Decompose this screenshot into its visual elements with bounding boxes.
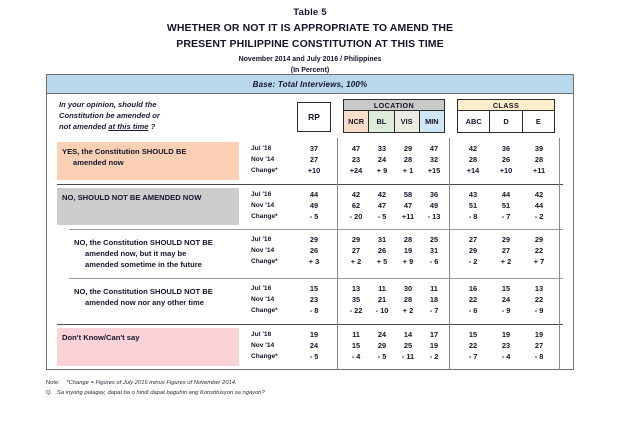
value-column-vis: [395, 329, 421, 362]
data-cell: 29: [501, 235, 511, 244]
data-cell: 19: [403, 246, 413, 255]
data-cell: - 2: [429, 352, 439, 361]
value-column-ncr: [343, 189, 369, 222]
data-cell: 19: [501, 330, 511, 339]
column-header-vis: VIS: [395, 111, 420, 132]
column-header-ncr: NCR: [344, 111, 369, 132]
data-cell: 37: [309, 144, 319, 153]
question-line-2: Constitution be amended or: [59, 111, 160, 121]
value-column-vis: [395, 143, 421, 176]
data-cell: 11: [352, 330, 360, 339]
value-column-rp: [295, 234, 333, 267]
data-cell: 44: [534, 201, 544, 210]
table-row: [47, 229, 573, 278]
data-cell: + 9: [376, 166, 388, 175]
base-bar: Base: Total Interviews, 100%: [47, 75, 573, 94]
data-cell: 44: [501, 190, 511, 199]
row-label-line-1: NO, the Constitution SHOULD NOT BE: [74, 287, 213, 296]
column-header-rp: RP: [297, 102, 331, 132]
period-label: Nov '14: [251, 156, 275, 163]
data-cell: 13: [534, 284, 544, 293]
value-column-ncr: [343, 329, 369, 362]
footer-notes: [46, 378, 586, 398]
data-cell: 49: [429, 201, 439, 210]
row-label-line-1: NO, SHOULD NOT BE AMENDED NOW: [62, 193, 202, 202]
question-line-1: In your opinion, should the: [59, 100, 157, 109]
data-cell: - 5: [309, 352, 319, 361]
table-row: [47, 138, 573, 184]
data-cell: - 9: [534, 306, 544, 315]
data-cell: 18: [429, 295, 439, 304]
data-cell: 28: [468, 155, 478, 164]
table-row: [47, 324, 573, 370]
value-column-e: [523, 189, 555, 222]
data-cell: 24: [377, 155, 387, 164]
period-label: Jul '16: [251, 145, 272, 152]
column-headers-location: [344, 111, 444, 132]
table-title-line-1: WHETHER OR NOT IT IS APPROPRIATE TO AMEND THE: [166, 22, 454, 34]
data-cell: - 13: [427, 212, 441, 221]
data-cell: + 3: [308, 257, 320, 266]
row-label: [57, 188, 239, 225]
data-cell: 24: [501, 295, 511, 304]
data-cell: 47: [351, 144, 361, 153]
value-column-min: [421, 189, 447, 222]
footer-note-text: *Change = Figures of July 2016 minus Figures of November 2014.: [66, 380, 237, 386]
data-cell: 42: [534, 190, 544, 199]
data-cell: - 20: [349, 212, 363, 221]
data-cell: 16: [468, 284, 478, 293]
value-column-rp: [295, 283, 333, 316]
data-cell: + 9: [402, 257, 414, 266]
question-line-3-b: ?: [148, 122, 156, 132]
row-label: [69, 233, 239, 274]
data-cell: 27: [351, 246, 361, 255]
data-cell: 47: [429, 144, 439, 153]
data-cell: 51: [501, 201, 511, 210]
value-column-vis: [395, 189, 421, 222]
value-column-e: [523, 329, 555, 362]
value-column-min: [421, 283, 447, 316]
title-block: [0, 0, 620, 76]
table-subtitle: November 2014 and July 2016 / Philippines: [238, 56, 382, 63]
data-cell: 27: [309, 155, 319, 164]
value-column-bl: [369, 143, 395, 176]
data-cell: 19: [534, 330, 544, 339]
column-header-d: D: [490, 111, 522, 132]
data-cell: 30: [403, 284, 413, 293]
data-cell: 15: [351, 341, 361, 350]
data-cell: 19: [309, 330, 319, 339]
vertical-rule-rp: [337, 138, 338, 370]
value-column-bl: [369, 234, 395, 267]
period-label: Jul '16: [251, 331, 272, 338]
data-cell: 31: [429, 246, 439, 255]
footer-note-label: Note:: [46, 380, 60, 386]
data-cell: 28: [403, 295, 413, 304]
period-labels: [243, 143, 287, 189]
value-column-abc: [457, 143, 489, 176]
row-label: [57, 142, 239, 180]
data-cell: +15: [427, 166, 441, 175]
data-cell: 28: [403, 155, 413, 164]
data-cell: - 10: [375, 306, 389, 315]
data-cell: 17: [429, 330, 439, 339]
data-cell: - 2: [468, 257, 478, 266]
data-cell: 15: [468, 330, 478, 339]
period-label: Change*: [251, 213, 278, 220]
data-cell: - 8: [468, 212, 478, 221]
data-cell: - 5: [377, 212, 387, 221]
data-cell: 28: [534, 155, 544, 164]
value-column-e: [523, 283, 555, 316]
data-cell: 19: [429, 341, 439, 350]
data-cell: - 6: [468, 306, 478, 315]
value-column-d: [490, 283, 522, 316]
period-label: Jul '16: [251, 285, 272, 292]
data-cell: - 7: [501, 212, 511, 221]
column-group-class: [457, 99, 555, 133]
data-cell: 28: [403, 235, 413, 244]
vertical-rule-location: [449, 138, 450, 370]
value-column-rp: [295, 329, 333, 362]
row-label-line-3: amended sometime in the future: [85, 260, 202, 269]
row-label: [57, 328, 239, 366]
data-cell: 44: [309, 190, 319, 199]
data-cell: + 2: [402, 306, 414, 315]
value-column-abc: [457, 189, 489, 222]
data-cell: + 1: [402, 166, 414, 175]
data-cell: - 22: [349, 306, 363, 315]
column-group-class-label: CLASS: [458, 100, 554, 111]
data-cell: 14: [403, 330, 413, 339]
data-cell: 29: [403, 144, 413, 153]
data-cell: 24: [377, 330, 387, 339]
data-cell: 36: [429, 190, 439, 199]
data-cell: - 8: [534, 352, 544, 361]
period-label: Nov '14: [251, 296, 275, 303]
data-cell: 11: [378, 284, 386, 293]
question-line-3-a: not amended: [59, 122, 109, 132]
table-units: (In Percent): [290, 67, 330, 74]
footer-question-label: Q.: [46, 390, 53, 396]
data-cell: 23: [501, 341, 511, 350]
data-cell: +11: [532, 166, 546, 175]
value-column-vis: [395, 283, 421, 316]
data-cell: 51: [468, 201, 478, 210]
data-cell: 23: [351, 155, 361, 164]
data-cell: - 6: [429, 257, 439, 266]
data-cell: 33: [377, 144, 387, 153]
value-column-ncr: [343, 234, 369, 267]
data-cell: 24: [309, 341, 319, 350]
question-line-3: [59, 121, 239, 132]
value-column-abc: [457, 283, 489, 316]
period-labels: [243, 189, 287, 234]
footer-note: [46, 378, 586, 388]
value-column-min: [421, 143, 447, 176]
table-grid: [47, 94, 573, 370]
data-cell: 42: [468, 144, 478, 153]
data-cell: 25: [403, 341, 413, 350]
data-cell: +10: [307, 166, 321, 175]
period-labels: [243, 283, 287, 329]
footer-question: [46, 388, 586, 398]
value-column-d: [490, 234, 522, 267]
period-label: Jul '16: [251, 191, 272, 198]
value-column-d: [490, 329, 522, 362]
value-column-abc: [457, 234, 489, 267]
vertical-rule-class: [559, 138, 560, 370]
column-group-location: [343, 99, 445, 133]
data-cell: 29: [309, 235, 319, 244]
period-label: Jul '16: [251, 236, 272, 243]
column-header-bl: BL: [369, 111, 394, 132]
column-header-abc: ABC: [458, 111, 490, 132]
value-column-bl: [369, 329, 395, 362]
period-label: Change*: [251, 353, 278, 360]
footer-question-text: Sa inyong palagay, dapat ba o hindi dapat baguhin ang Konstitusyon sa ngayon?: [56, 390, 265, 396]
data-cell: 42: [351, 190, 361, 199]
data-cell: 62: [351, 201, 361, 210]
row-label-line-2: amended now nor any other time: [85, 298, 204, 307]
value-column-bl: [369, 283, 395, 316]
data-cell: - 2: [534, 212, 544, 221]
value-column-e: [523, 143, 555, 176]
column-headers-class: [458, 111, 554, 132]
data-cell: - 9: [501, 306, 511, 315]
data-cell: 27: [534, 341, 544, 350]
data-cell: 13: [351, 284, 361, 293]
data-cell: - 4: [351, 352, 361, 361]
data-cell: + 7: [533, 257, 545, 266]
question-cell: [59, 99, 239, 133]
period-label: Change*: [251, 167, 278, 174]
data-cell: 11: [430, 284, 438, 293]
data-cell: - 5: [309, 212, 319, 221]
data-cell: 22: [468, 295, 478, 304]
data-cell: 22: [534, 246, 544, 255]
value-column-d: [490, 189, 522, 222]
data-table: [46, 74, 574, 370]
value-column-ncr: [343, 143, 369, 176]
value-column-rp: [295, 143, 333, 176]
row-label-line-1: Don't Know/Can't say: [62, 333, 140, 342]
data-cell: 43: [468, 190, 478, 199]
data-cell: 25: [429, 235, 439, 244]
value-column-bl: [369, 189, 395, 222]
question-emphasis: at this time: [108, 122, 149, 132]
row-label: [69, 282, 239, 320]
table-title-line-2: PRESENT PHILIPPINE CONSTITUTION AT THIS TIME: [176, 38, 444, 50]
value-column-abc: [457, 329, 489, 362]
period-label: Nov '14: [251, 342, 275, 349]
data-cell: 27: [468, 235, 478, 244]
row-label-line-1: YES, the Constitution SHOULD BE: [62, 147, 187, 156]
data-cell: +14: [466, 166, 480, 175]
data-cell: 58: [403, 190, 413, 199]
data-cell: +24: [349, 166, 363, 175]
data-cell: 32: [429, 155, 439, 164]
value-column-vis: [395, 234, 421, 267]
data-cell: 26: [501, 155, 511, 164]
data-cell: 29: [468, 246, 478, 255]
data-cell: 22: [534, 295, 544, 304]
table-header-band: [47, 94, 573, 138]
value-column-d: [490, 143, 522, 176]
period-label: Nov '14: [251, 202, 275, 209]
data-cell: - 5: [377, 352, 387, 361]
table-number: Table 5: [293, 7, 327, 18]
data-cell: 29: [351, 235, 361, 244]
table-row: [47, 184, 573, 229]
data-cell: +11: [401, 212, 415, 221]
value-column-min: [421, 234, 447, 267]
data-cell: 27: [501, 246, 511, 255]
data-cell: 35: [351, 295, 361, 304]
row-label-line-1: NO, the Constitution SHOULD NOT BE: [74, 238, 213, 247]
value-column-ncr: [343, 283, 369, 316]
data-cell: + 2: [500, 257, 512, 266]
data-cell: 42: [377, 190, 387, 199]
data-cell: - 8: [309, 306, 319, 315]
data-cell: - 7: [429, 306, 439, 315]
data-cell: 29: [534, 235, 544, 244]
data-cell: 23: [309, 295, 319, 304]
period-label: Change*: [251, 258, 278, 265]
data-cell: - 11: [401, 352, 415, 361]
row-label-line-2: amended now: [73, 158, 124, 167]
column-header-min: MIN: [420, 111, 444, 132]
data-cell: + 2: [350, 257, 362, 266]
period-label: Change*: [251, 307, 278, 314]
data-cell: 15: [309, 284, 319, 293]
data-cell: 21: [377, 295, 387, 304]
data-cell: - 7: [468, 352, 478, 361]
data-cell: 31: [377, 235, 387, 244]
value-column-rp: [295, 189, 333, 222]
data-cell: 26: [377, 246, 387, 255]
data-cell: 22: [468, 341, 478, 350]
value-column-e: [523, 234, 555, 267]
data-cell: - 4: [501, 352, 511, 361]
data-cell: 49: [309, 201, 319, 210]
data-cell: 47: [403, 201, 413, 210]
data-cell: 47: [377, 201, 387, 210]
data-cell: 26: [309, 246, 319, 255]
period-labels: [243, 234, 287, 283]
column-group-location-label: LOCATION: [344, 100, 444, 111]
data-cell: 29: [377, 341, 387, 350]
data-cell: 39: [534, 144, 544, 153]
row-label-line-2: amended now, but it may be: [85, 249, 187, 258]
column-header-e: E: [523, 111, 554, 132]
data-cell: +10: [499, 166, 513, 175]
period-labels: [243, 329, 287, 375]
period-label: Nov '14: [251, 247, 275, 254]
value-column-min: [421, 329, 447, 362]
table-row: [47, 278, 573, 324]
data-cell: 36: [501, 144, 511, 153]
data-cell: + 5: [376, 257, 388, 266]
data-cell: 15: [501, 284, 511, 293]
